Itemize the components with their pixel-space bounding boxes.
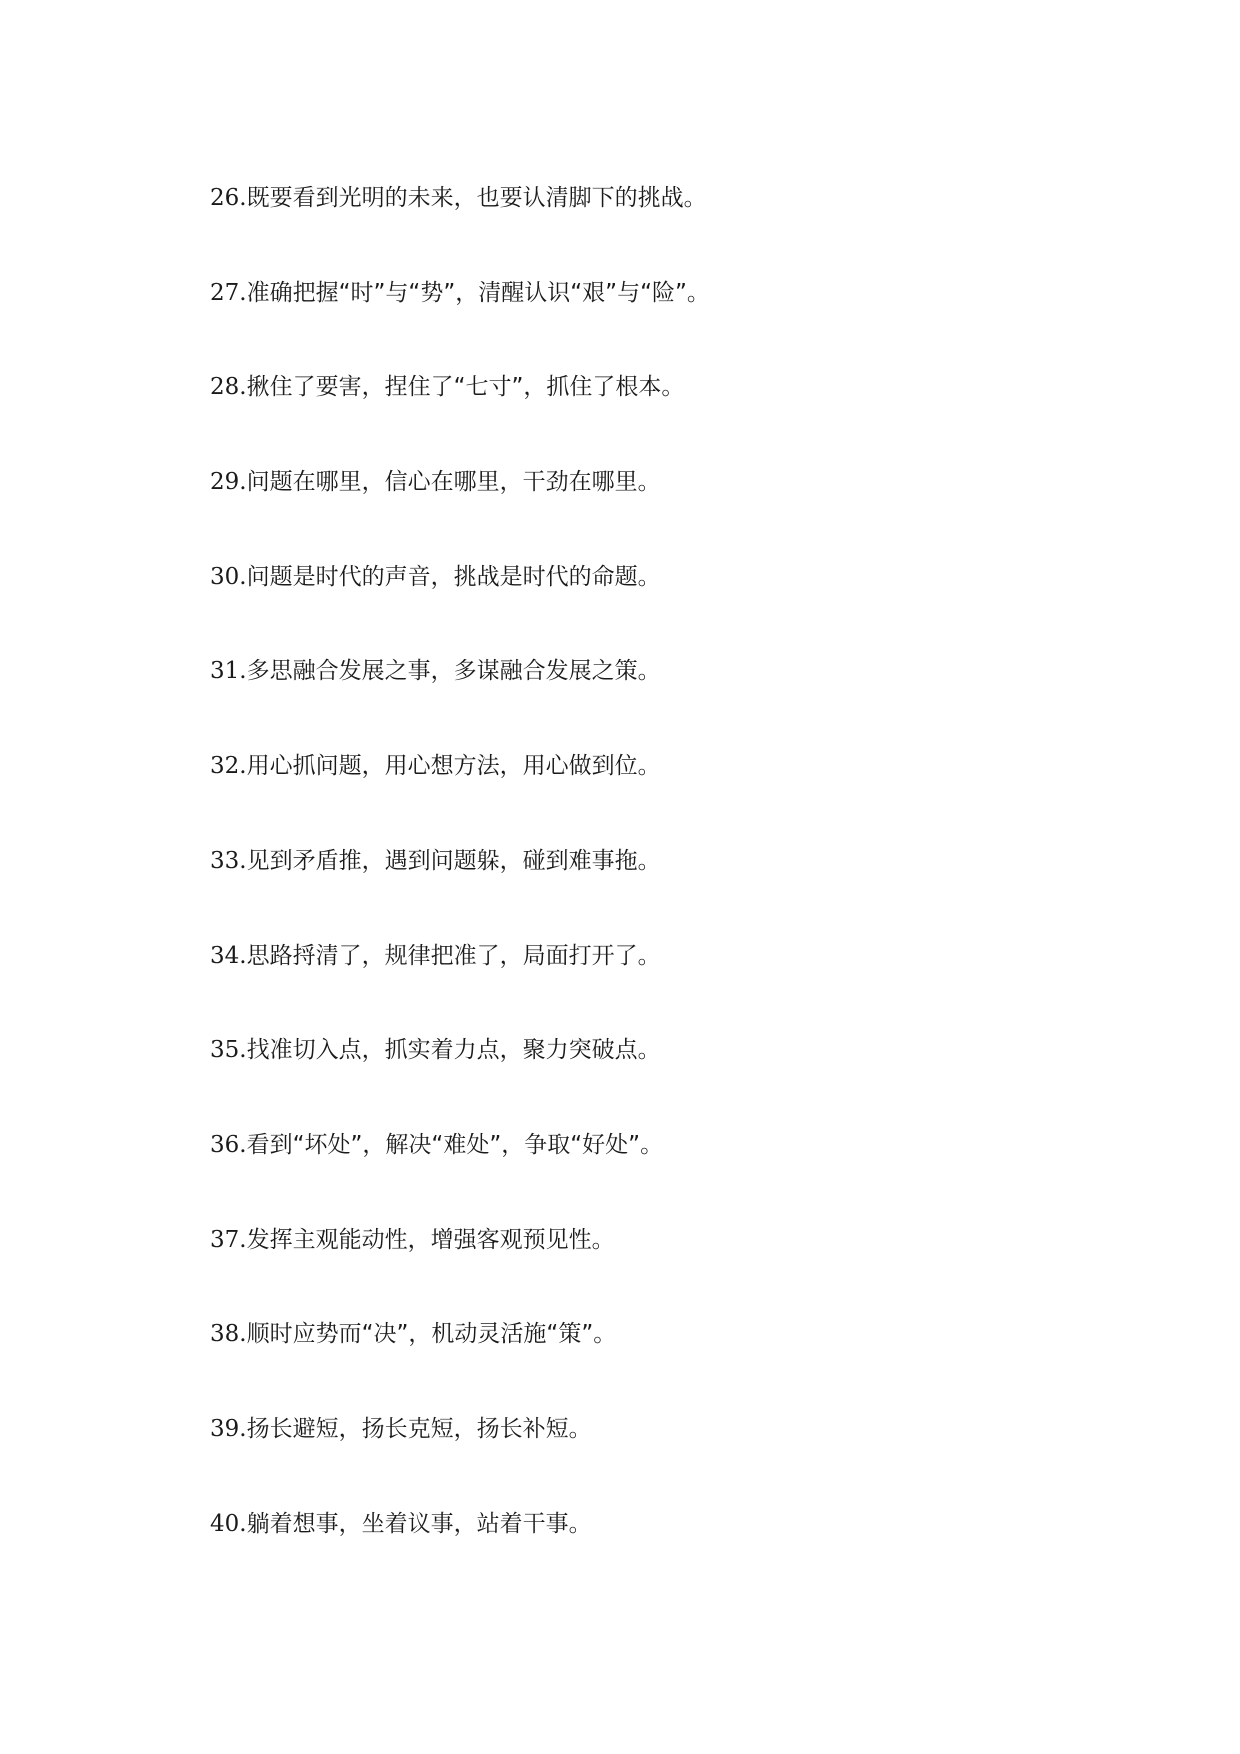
item-text: 见到矛盾推，遇到问题躲，碰到难事拖。 [246, 847, 661, 874]
item-number: 35. [210, 1037, 247, 1064]
item-text: 躺着想事，坐着议事，站着干事。 [246, 1510, 592, 1537]
item-number: 27. [210, 279, 247, 306]
item-text: 发挥主观能动性，增强客观预见性。 [246, 1226, 615, 1253]
item-number: 32. [210, 753, 247, 780]
list-item [210, 273, 1110, 368]
list-item [210, 1125, 1110, 1220]
list-item [210, 936, 1110, 1031]
item-number: 37. [210, 1226, 247, 1253]
list-item [210, 462, 1110, 557]
item-number: 29. [210, 469, 247, 496]
item-text: 多思融合发展之事，多谋融合发展之策。 [246, 658, 661, 685]
item-text: 找准切入点，抓实着力点，聚力突破点。 [246, 1037, 661, 1064]
item-text: 揪住了要害，捏住了“七寸”，抓住了根本。 [246, 374, 685, 401]
list-item [210, 651, 1110, 746]
item-number: 31. [210, 658, 247, 685]
item-number: 28. [210, 374, 247, 401]
item-text: 既要看到光明的未来，也要认清脚下的挑战。 [246, 185, 707, 211]
list-item [210, 1314, 1110, 1409]
list-item [210, 1030, 1110, 1125]
list-item [210, 841, 1110, 936]
item-number: 38. [210, 1321, 247, 1348]
list-item [210, 1409, 1110, 1504]
list-item [210, 1504, 1110, 1599]
list-item [210, 1220, 1110, 1315]
item-text: 用心抓问题，用心想方法，用心做到位。 [246, 753, 661, 780]
item-text: 问题在哪里，信心在哪里，干劲在哪里。 [246, 469, 661, 496]
item-text: 顺时应势而“决”，机动灵活施“策”。 [246, 1321, 617, 1348]
item-number: 36. [210, 1131, 247, 1158]
list-item [210, 367, 1110, 462]
item-text: 问题是时代的声音，挑战是时代的命题。 [246, 563, 661, 590]
item-number: 33. [210, 847, 247, 874]
item-number: 30. [210, 563, 247, 590]
item-text: 扬长避短，扬长克短，扬长补短。 [246, 1415, 592, 1442]
list-item [210, 746, 1110, 841]
item-number: 40. [210, 1510, 247, 1537]
item-number: 39. [210, 1415, 247, 1442]
item-number: 26. [210, 185, 247, 211]
item-number: 34. [210, 942, 247, 969]
item-text: 看到“坏处”，解决“难处”，争取“好处”。 [246, 1131, 664, 1158]
sentence-list [210, 178, 1110, 1598]
list-item [210, 557, 1110, 652]
item-text: 准确把握“时”与“势”，清醒认识“艰”与“险”。 [246, 279, 710, 306]
list-item [210, 178, 1110, 273]
item-text: 思路捋清了，规律把准了，局面打开了。 [246, 942, 661, 969]
